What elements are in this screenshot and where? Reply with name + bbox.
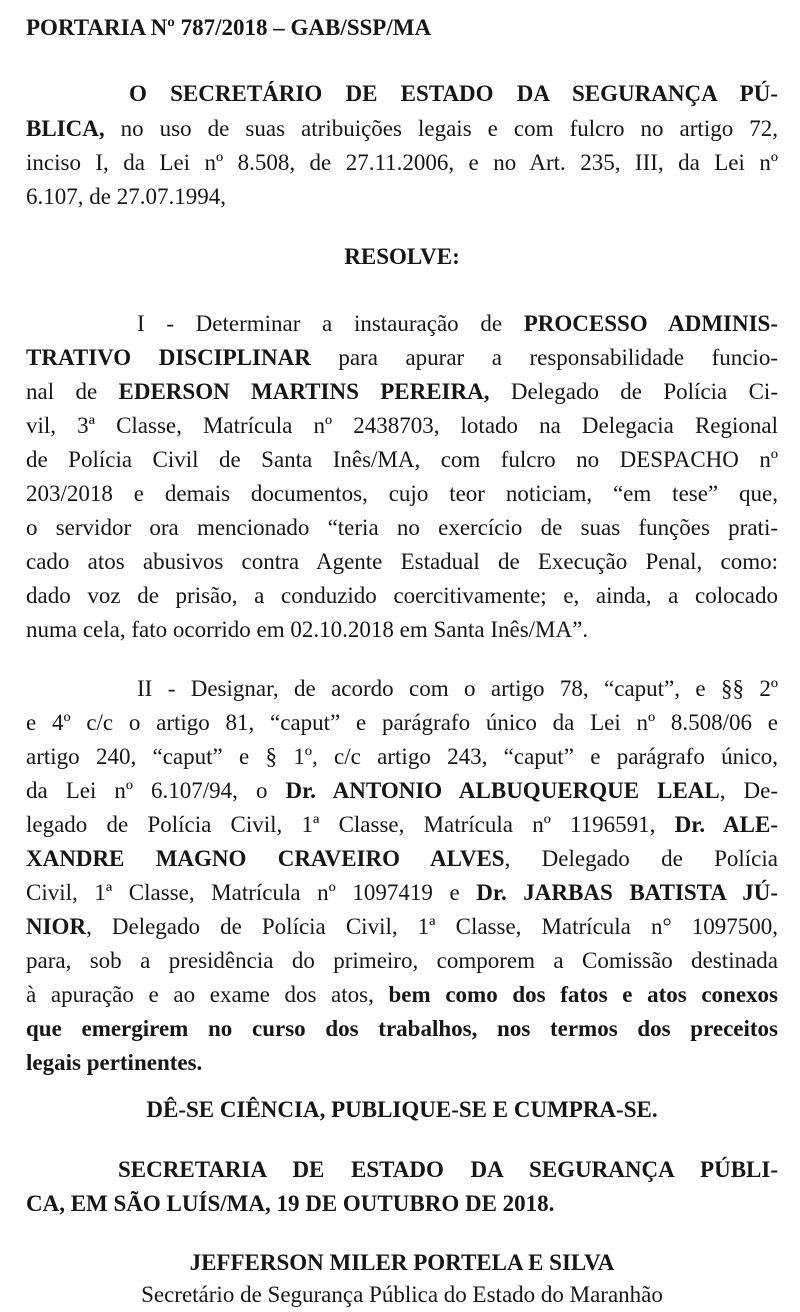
bold-text-segment: TRATIVO DISCIPLINAR [26, 345, 311, 370]
preamble-line [26, 112, 778, 146]
text-segment: 6.107, de 27.07.1994, [26, 184, 226, 209]
text-segment: , Delegado de Polícia Civil, 1ª Classe, Matrícula n° 1097500, [86, 914, 778, 939]
item-2-line [26, 910, 778, 944]
place-date-line: SECRETARIA DE ESTADO DA SEGURANÇA PÚBLI- [118, 1157, 778, 1182]
text-segment: vil, 3ª Classe, Matrícula nº 2438703, lotado na Delegacia Regional [26, 413, 778, 438]
document-heading: PORTARIA Nº 787/2018 – GAB/SSP/MA [26, 15, 432, 40]
item-1-line [26, 375, 778, 409]
text-segment: de Polícia Civil de Santa Inês/MA, com fulcro no DESPACHO nº [26, 447, 778, 472]
text-segment: à apuração e ao exame dos atos, [26, 982, 389, 1007]
bold-text-segment: PROCESSO ADMINIS- [523, 311, 778, 336]
bold-text-segment: NIOR [26, 914, 87, 939]
item-1-line [26, 409, 778, 443]
text-segment: cado atos abusivos contra Agente Estadual de Execução Penal, como: [26, 549, 778, 574]
item-1-line [26, 511, 778, 545]
item-2-line [26, 1012, 778, 1046]
text-segment: e 4º c/c o artigo 81, “caput” e parágrafo único da Lei nº 8.508/06 e [26, 710, 778, 735]
preamble-line [26, 146, 778, 180]
text-segment: dado voz de prisão, a conduzido coercitivamente; e, ainda, a colocado [26, 583, 778, 608]
text-segment: nal de [26, 379, 119, 404]
item-1-line [26, 579, 778, 613]
bold-text-segment: O SECRETÁRIO DE ESTADO DA SEGURANÇA PÚ- [129, 81, 778, 106]
closing-statement: DÊ-SE CIÊNCIA, PUBLIQUE-SE E CUMPRA-SE. [146, 1097, 658, 1122]
bold-text-segment: legais pertinentes. [26, 1050, 203, 1075]
place-date-line: CA, EM SÃO LUÍS/MA, 19 DE OUTUBRO DE 2018. [26, 1191, 555, 1216]
text-segment: , De- [719, 778, 778, 803]
text-segment: inciso I, da Lei nº 8.508, de 27.11.2006, e no Art. 235, III, da Lei nº [26, 150, 778, 175]
item-1-line [26, 613, 778, 647]
text-segment: para, sob a presidência do primeiro, comporem a Comissão destinada [26, 948, 778, 973]
text-segment: legado de Polícia Civil, 1ª Classe, Matrícula nº 1196591, [26, 812, 675, 837]
item-2-line [137, 672, 778, 706]
preamble-line [26, 180, 778, 214]
item-2-line [26, 978, 778, 1012]
text-segment: Delegado de Polícia Ci- [489, 379, 778, 404]
bold-text-segment: EDERSON MARTINS PEREIRA, [118, 379, 490, 404]
signatory-title: Secretário de Segurança Pública do Estado do Maranhão [141, 1282, 663, 1307]
item-2-line [26, 1046, 778, 1080]
text-segment: numa cela, fato ocorrido em 02.10.2018 em Santa Inês/MA”. [26, 617, 589, 642]
bold-text-segment: que emergirem no curso dos trabalhos, nos termos dos preceitos [26, 1016, 778, 1041]
item-1-line [137, 307, 778, 341]
item-1-line [26, 545, 778, 579]
bold-text-segment: Dr. JARBAS BATISTA JÚ- [476, 880, 778, 905]
signatory-name: JEFFERSON MILER PORTELA E SILVA [189, 1250, 615, 1275]
item-2-line [26, 876, 778, 910]
text-segment: II - Designar, de acordo com o artigo 78, “caput”, e §§ 2º [137, 676, 778, 701]
text-segment: , Delegado de Polícia [504, 846, 778, 871]
bold-text-segment: Dr. ALE- [674, 812, 779, 837]
text-segment: Civil, 1ª Classe, Matrícula nº 1097419 e [26, 880, 477, 905]
text-segment: 203/2018 e demais documentos, cujo teor noticiam, “em tese” que, [26, 481, 778, 506]
text-segment: artigo 240, “caput” e § 1º, c/c artigo 243, “caput” e parágrafo único, [26, 744, 778, 769]
bold-text-segment: bem como dos fatos e atos conexos [388, 982, 778, 1007]
item-2-line [26, 842, 778, 876]
item-2-line [26, 808, 778, 842]
item-2-line [26, 740, 778, 774]
bold-text-segment: Dr. ANTONIO ALBUQUERQUE LEAL [285, 778, 720, 803]
resolve-heading: RESOLVE: [344, 244, 460, 269]
preamble-line [129, 77, 778, 111]
text-segment: para apurar a responsabilidade funcio- [310, 345, 778, 370]
text-segment: I - Determinar a instauração de [137, 311, 524, 336]
bold-text-segment: BLICA, [26, 116, 105, 141]
text-segment: o servidor ora mencionado “teria no exercício de suas funções prati- [26, 515, 778, 540]
item-1-line [26, 443, 778, 477]
text-segment: da Lei nº 6.107/94, o [26, 778, 286, 803]
item-1-line [26, 341, 778, 375]
item-1-line [26, 477, 778, 511]
item-2-line [26, 944, 778, 978]
bold-text-segment: XANDRE MAGNO CRAVEIRO ALVES [26, 846, 505, 871]
item-2-line [26, 774, 778, 808]
text-segment: no uso de suas atribuições legais e com fulcro no artigo 72, [104, 116, 778, 141]
item-2-line [26, 706, 778, 740]
